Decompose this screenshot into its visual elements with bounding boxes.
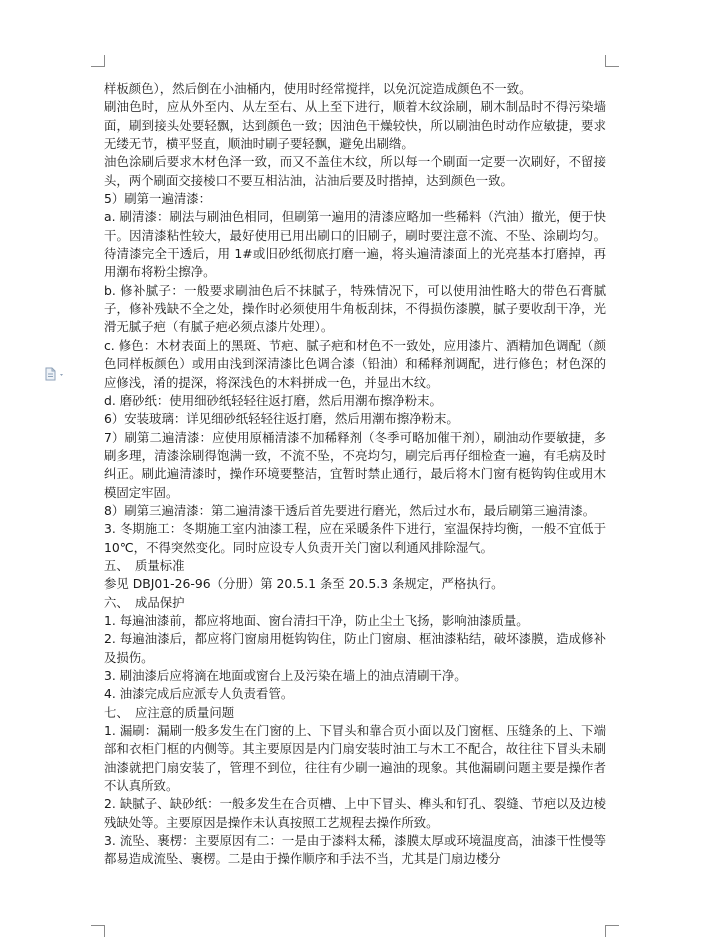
paragraph: 6）安装玻璃：详见细砂纸轻轻往返打磨，然后用潮布擦净粉末。 <box>104 411 459 427</box>
paragraph: 8）刷第三遍清漆：第二遍清漆干透后首先要进行磨光，然后过水布，最后刷第三遍清漆。 <box>104 502 596 518</box>
paragraph: 1. 漏刷：漏刷一般多发生在门窗的上、下冒头和靠合页小面以及门窗框、压缝条的上、下端部和衣柜门框的内侧等。其主要原因是内门扇安装时油工与木工不配合，故往往下冒头未刷油漆就把门扇安装了，管理不到位，往往有少刷一遍油的现象。其他漏刷问题主要是操作者不认真所致。 <box>104 723 606 794</box>
crop-mark-top-left-h <box>91 66 104 67</box>
paragraph: 5）刷第一遍清漆： <box>104 191 212 207</box>
document-options-icon[interactable] <box>44 366 68 380</box>
paragraph: 3. 刷油漆后应将滴在地面或窗台上及污染在墙上的油点清刷干净。 <box>104 668 467 683</box>
section-heading: 五、 质量标准 <box>104 557 185 573</box>
crop-mark-bottom-left-h <box>91 925 104 926</box>
crop-mark-top-left-v <box>104 55 105 67</box>
crop-mark-top-right-v <box>605 55 606 67</box>
paragraph: 2. 每遍油漆后，都应将门窗扇用梃钩钩住，防止门窗扇、框油漆粘结，破坏漆膜，造成修补及损伤。 <box>104 631 606 665</box>
paragraph: 4. 油漆完成后应派专人负责看管。 <box>104 686 294 702</box>
paragraph: c. 修色：木材表面上的黑斑、节疤、腻子疤和材色不一致处，应用漆片、酒精加色调配（颜色同样板颜色）或用由浅到深清漆比色调合漆（铅油）和稀释剂调配，进行修色；材色深的应修浅，淆的提深，将深浅色的木料拼成一色，并显出木纹。 <box>104 337 606 390</box>
paragraph: d. 磨砂纸：使用细砂纸轻轻往返打磨，然后用潮布擦净粉末。 <box>104 392 442 408</box>
chevron-down-icon <box>60 374 63 376</box>
section-heading: 六、 成品保护 <box>104 594 185 610</box>
paragraph: b. 修补腻子：一般要求刷油色后不抹腻子，特殊情况下，可以使用油性略大的带色石膏腻子，修补残缺不全之处，操作时必须使用牛角板刮抹，不得损伤漆膜，腻子要收刮干净，光滑无腻子疤（有腻子疤必须点漆片处理）。 <box>104 282 606 335</box>
section-heading: 七、 应注意的质量问题 <box>104 704 235 720</box>
paragraph: a. 刷清漆：刷法与刷油色相同，但刷第一遍用的清漆应略加一些稀料（汽油）撤光，便于快干。因清漆粘性较大，最好使用已用出刷口的旧刷子，刷时要注意不流、不坠、涂刷均匀。待清漆完全干透后，用 1#或旧砂纸彻底打磨一遍，将头遍清漆面上的光亮基本打磨掉，再用潮布将粉尘擦净。 <box>104 209 606 280</box>
crop-mark-bottom-left-v <box>104 925 105 937</box>
paragraph: 参见 DBJ01-26-96（分册）第 20.5.1 条至 20.5.3 条规定，严格执行。 <box>104 576 504 592</box>
paragraph: 样板颜色），然后倒在小油桶内，使用时经常搅拌，以免沉淀造成颜色不一致。 <box>104 81 532 96</box>
paragraph: 3. 冬期施工：冬期施工室内油漆工程，应在采暖条件下进行，室温保持均衡，一般不宜低于 10℃，不得突然变化。同时应设专人负责开关门窗以利通风排除湿气。 <box>104 521 606 555</box>
paragraph: 7）刷第二遍清漆：应使用原桶清漆不加稀释剂（冬季可略加催干剂），刷油动作要敏捷，多刷多理，清漆涂刷得饱满一致，不流不坠，不亮均匀，刷完后再仔细检查一遍，有毛病及时纠正。刷此遍清漆时，操作环境要整洁，宜暂时禁止通行，最后将木门窗有梃钩钩住或用木模固定牢固。 <box>104 429 606 500</box>
crop-mark-top-right-h <box>606 66 619 67</box>
document-icon <box>44 367 68 381</box>
paragraph: 3. 流坠、裹楞：主要原因有二：一是由于漆料太稀，漆膜太厚或环境温度高，油漆干性慢等都易造成流坠、裹楞。二是由于操作顺序和手法不当，尤其是门扇边楼分 <box>104 833 606 867</box>
document-body <box>104 80 606 869</box>
paragraph: 1. 每遍油漆前，都应将地面、窗台清扫干净，防止尘土飞扬，影响油漆质量。 <box>104 612 529 628</box>
crop-mark-bottom-right-h <box>606 925 619 926</box>
crop-mark-bottom-right-v <box>605 925 606 937</box>
paragraph: 油色涂刷后要求木材色泽一致，而又不盖住木纹，所以每一个刷面一定要一次刷好，不留接头，两个刷面交接棱口不要互相沾油，沾油后要及时揩掉，达到颜色一致。 <box>104 154 606 188</box>
paragraph: 刷油色时，应从外至内、从左至右、从上至下进行，顺着木纹涂刷，刷木制品时不得污染墙面，刷到接头处要轻飘，达到颜色一致；因油色干燥较快，所以刷油色时动作应敏捷，要求无缕无节，横平竖直，顺油时刷子要轻飘，避免出刷绺。 <box>104 99 606 152</box>
paragraph: 2. 缺腻子、缺砂纸：一般多发生在合页槽、上中下冒头、榫头和钉孔、裂缝、节疤以及边棱残缺处等。主要原因是操作未认真按照工艺规程去操作所致。 <box>104 796 606 830</box>
